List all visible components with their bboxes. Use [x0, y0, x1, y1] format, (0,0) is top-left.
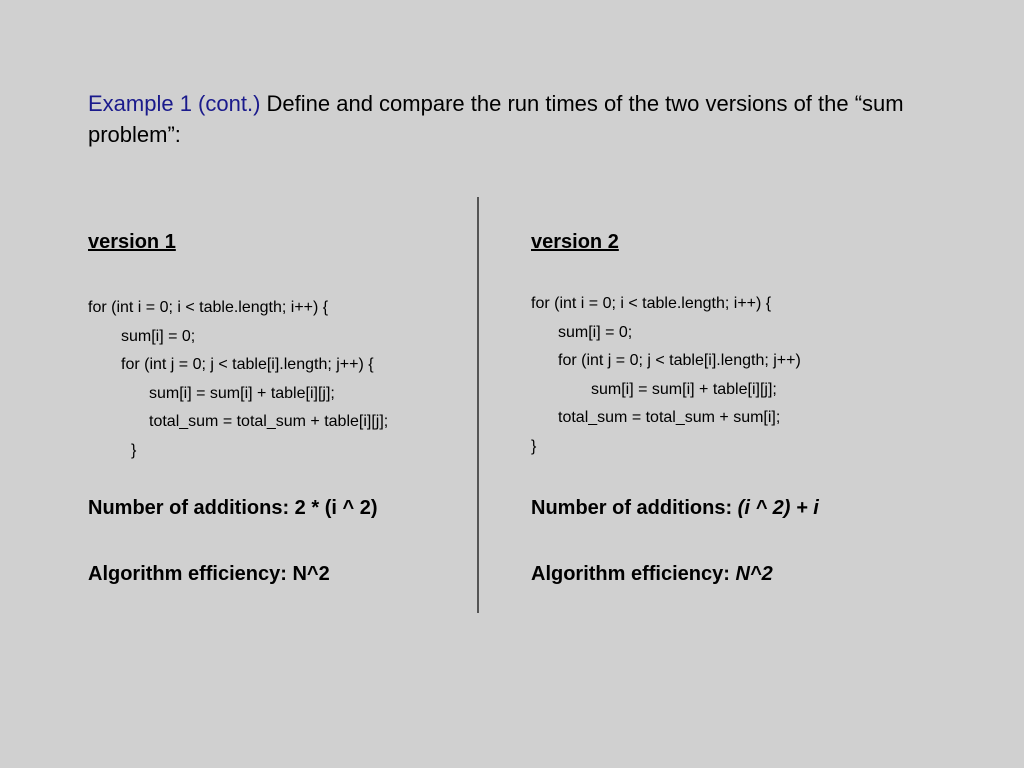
- efficiency-value: N^2: [292, 562, 330, 585]
- efficiency-label: Algorithm efficiency:: [531, 562, 736, 585]
- version-2-additions: [531, 494, 961, 522]
- code-line: for (int i = 0; i < table.length; i++) {: [531, 295, 772, 312]
- slide-title: [88, 88, 948, 150]
- version-2-efficiency: [531, 560, 961, 588]
- code-line: for (int i = 0; i < table.length; i++) {: [88, 299, 329, 316]
- slide-title-lead: Example 1 (cont.): [88, 91, 261, 116]
- efficiency-label: Algorithm efficiency:: [88, 562, 293, 585]
- additions-value: (i ^ 2) + i: [737, 496, 819, 519]
- slide-title-text: Define and compare the run times of the two versions of the “sum problem”:: [88, 91, 904, 147]
- version-1-column: [88, 228, 468, 588]
- code-line: }: [531, 437, 537, 455]
- version-1-heading: version 1: [88, 231, 176, 253]
- code-line: sum[i] = 0;: [558, 323, 633, 341]
- code-line: total_sum = total_sum + table[i][j];: [149, 413, 389, 431]
- code-line: sum[i] = sum[i] + table[i][j];: [591, 380, 777, 398]
- version-1-code: [88, 294, 468, 466]
- additions-value: 2 * (i ^ 2): [294, 496, 378, 519]
- code-line: for (int j = 0; j < table[i].length; j++) {: [121, 356, 374, 374]
- version-2-column: [531, 228, 961, 588]
- code-line: sum[i] = sum[i] + table[i][j];: [149, 384, 335, 402]
- additions-label: Number of additions:: [88, 496, 295, 519]
- additions-label: Number of additions:: [531, 496, 738, 519]
- efficiency-value: N^2: [735, 562, 773, 585]
- code-line: total_sum = total_sum + sum[i];: [558, 409, 781, 427]
- code-line: }: [131, 441, 137, 459]
- column-divider: [477, 197, 479, 613]
- version-2-code: [531, 290, 961, 462]
- code-line: sum[i] = 0;: [121, 327, 196, 345]
- code-line: for (int j = 0; j < table[i].length; j++): [558, 352, 801, 370]
- version-1-efficiency: [88, 560, 468, 588]
- version-1-additions: [88, 494, 468, 522]
- version-2-heading: version 2: [531, 231, 619, 253]
